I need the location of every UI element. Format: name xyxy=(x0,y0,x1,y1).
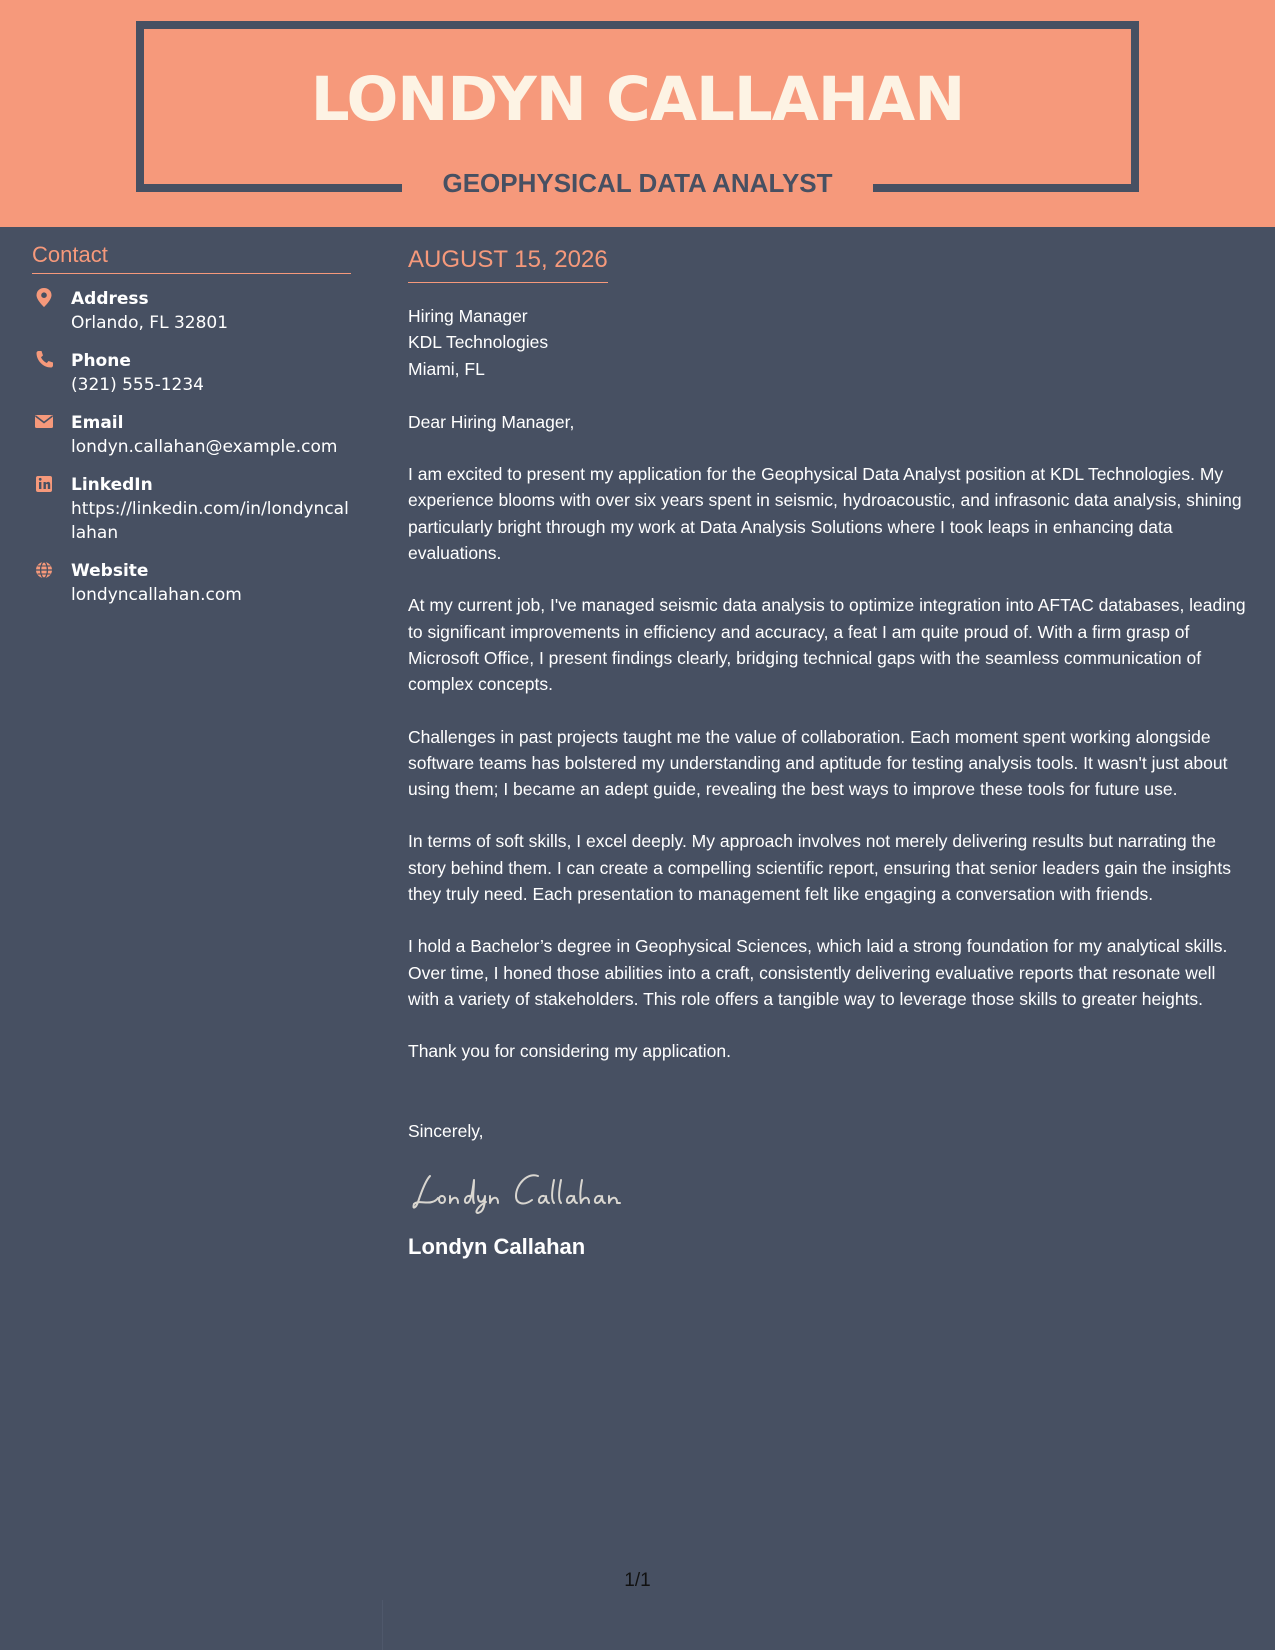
column-divider xyxy=(382,1600,383,1650)
recipient-block xyxy=(408,303,1250,382)
letter-paragraph: Challenges in past projects taught me the value of collaboration. Each moment spent working alongside software teams has bolstered my understanding and aptitude for testing analysis tools. It wasn't just about using them; I became an adept guide, revealing the best ways to improve these tools for future use. xyxy=(408,726,1228,800)
contact-item-email xyxy=(32,411,351,459)
closing-line: Thank you for considering my application. xyxy=(408,1041,731,1062)
contact-value: Orlando, FL 32801 xyxy=(71,313,229,333)
letter-paragraph: I hold a Bachelor’s degree in Geophysical Sciences, which laid a strong foundation for my analytical skills. Over time, I honed those abilities into a craft, consistently delivering evaluative reports that resonate well with a variety of stakeholders. This role offers a tangible way to leverage those skills to greater heights. xyxy=(408,936,1228,1009)
letter-paragraph: I am excited to present my application for the Geophysical Data Analyst position at KDL Technologies. My experience blooms with over six years spent in seismic, hydroacoustic, and infrasonic data analysis, shining particularly bright through my work at Data Analysis Solutions where I took leaps in enhancing data evaluations. xyxy=(408,464,1242,564)
contact-label: Email xyxy=(71,413,124,433)
contact-item-website xyxy=(32,559,351,607)
contact-label: Website xyxy=(71,561,149,581)
job-title: GEOPHYSICAL DATA ANALYST xyxy=(442,168,833,198)
header-banner xyxy=(0,0,1275,227)
contact-label: Phone xyxy=(71,351,131,371)
envelope-icon xyxy=(34,411,54,433)
contact-value: (321) 555-1234 xyxy=(71,375,204,395)
contact-heading: Contact xyxy=(32,240,351,274)
candidate-name: LONDYN CALLAHAN xyxy=(310,64,965,135)
signer-name: Londyn Callahan xyxy=(408,1233,586,1259)
contact-item-phone xyxy=(32,349,351,397)
contact-label: Address xyxy=(71,289,149,309)
recipient-line: Hiring Manager xyxy=(408,306,528,326)
handwritten-signature xyxy=(408,1166,668,1216)
contact-value[interactable]: londyn.callahan@example.com xyxy=(71,437,338,457)
letter-paragraph: In terms of soft skills, I excel deeply. My approach involves not merely delivering results but narrating the story behind them. I can create a compelling scientific report, ensuring that senior leaders gain the insights they truly need. Each presentation to management felt like engaging a conversation with friends. xyxy=(408,831,1231,905)
contact-item-address xyxy=(32,287,351,335)
map-pin-icon xyxy=(34,287,54,309)
phone-icon xyxy=(34,349,54,371)
recipient-line: Miami, FL xyxy=(408,358,485,379)
globe-icon xyxy=(34,559,54,581)
contact-value[interactable]: londyncallahan.com xyxy=(71,585,242,605)
letter-date: AUGUST 15, 2026 xyxy=(408,244,608,283)
linkedin-icon xyxy=(34,473,54,495)
letter-paragraph: At my current job, I've managed seismic data analysis to optimize integration into AFTAC databases, leading to significant improvements in efficiency and accuracy, a feat I am quite proud of. With a firm grasp of Microsoft Office, I present findings clearly, bridging technical gaps with the seamless communication of complex concepts. xyxy=(408,595,1246,695)
salutation: Dear Hiring Manager, xyxy=(408,411,575,432)
letter-body xyxy=(408,244,1250,1262)
contact-label: LinkedIn xyxy=(71,475,153,495)
page-number: 1/1 xyxy=(624,1570,651,1591)
sign-off: Sincerely, xyxy=(408,1120,484,1141)
contact-sidebar xyxy=(32,240,351,621)
recipient-line: KDL Technologies xyxy=(408,332,549,353)
contact-item-linkedin xyxy=(32,473,351,545)
contact-value[interactable]: https://linkedin.com/in/londyncallahan xyxy=(71,499,349,543)
